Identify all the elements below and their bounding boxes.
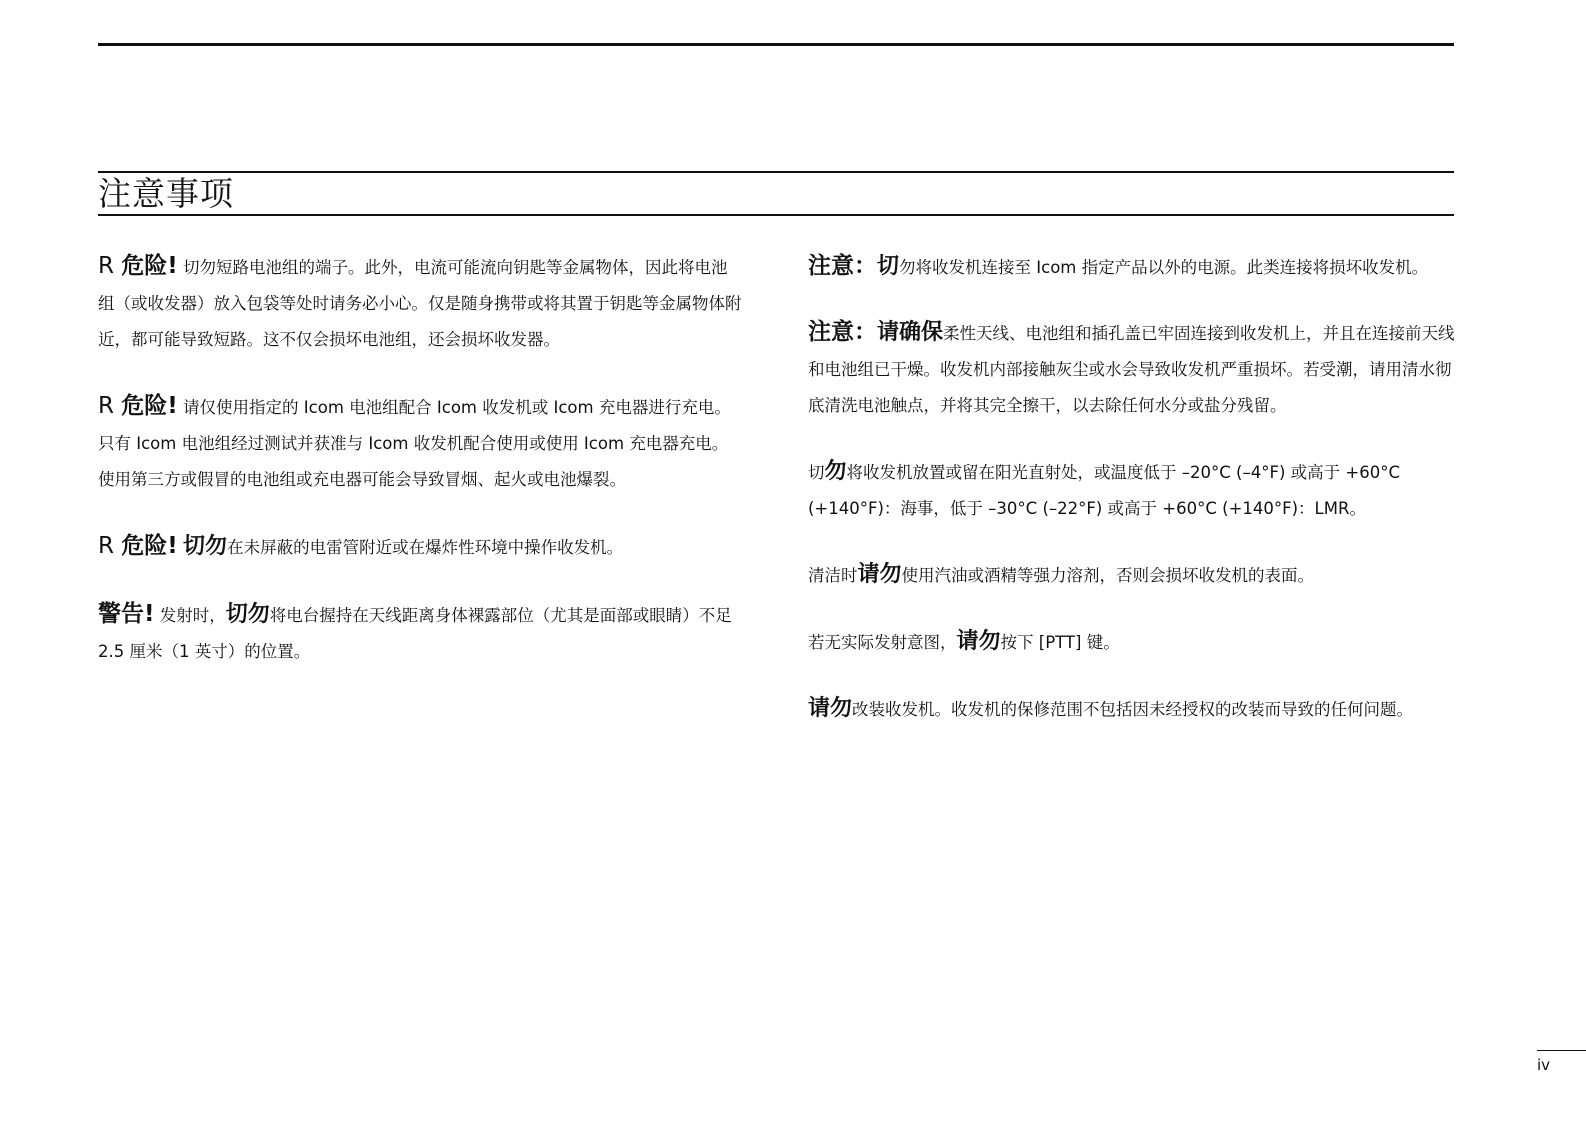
danger-paragraph-3 [98,528,744,566]
danger-marker: R [98,393,122,419]
caution-label: 注意： [808,253,877,279]
title-rule-bottom [98,214,1454,216]
danger-marker: R [98,533,122,559]
paragraph-text: 使用汽油或酒精等强力溶剂，否则会损坏收发机的表面。 [901,566,1315,585]
danger-paragraph-2 [98,388,744,498]
caution-paragraph-2 [808,314,1458,424]
paragraph-text: 柔性天线、电池组和插孔盖已牢固连接到收发机上，并且在连接前天线和电池组已干燥。收发机内部接触灰尘或水会导致收发机严重损坏。若受潮，请用清水彻底清洗电池触点，并将其完全擦干，以去除任何水分或盐分残留。 [808,324,1455,415]
danger-label: 危险! [121,533,178,559]
paragraph-text: 将收发机放置或留在阳光直射处，或温度低于 –20°C (–4°F) 或高于 +60°C (+140°F)：海事，低于 –30°C (–22°F) 或高于 +60°C (+140°F)：LMR。 [808,463,1400,518]
caution-paragraph-1 [808,248,1458,286]
warning-label: 警告! [98,601,155,627]
emphasis: 切勿 [225,602,270,627]
danger-label: 危险! [121,253,178,279]
modification-paragraph [808,691,1458,728]
paragraph-text: 在未屏蔽的电雷管附近或在爆炸性环境中操作收发机。 [227,538,624,557]
emphasis: 请勿 [956,629,1001,654]
paragraph-text: 将电台握持在天线距离身体裸露部位（尤其是面部或眼睛）不足 2.5 厘米（1 英寸）的位置。 [98,606,732,661]
paragraph-text: 请仅使用指定的 Icom 电池组配合 Icom 收发机或 Icom 充电器进行充电。只有 Icom 电池组经过测试并获准与 Icom 收发机配合使用或使用 Icom 充电器充电。使用第三方或假冒的电池组或充电器可能会导致冒烟、起火或电池爆裂。 [98,398,731,489]
emphasis: 切 [877,254,900,279]
right-column [808,248,1458,728]
danger-label: 危险! [121,393,178,419]
paragraph-text: 按下 [PTT] 键。 [1000,633,1120,652]
left-column [98,248,744,670]
page-number-rule [1537,1050,1586,1051]
paragraph-text: 勿将收发机连接至 Icom 指定产品以外的电源。此类连接将损坏收发机。 [899,258,1429,277]
danger-marker: R [98,253,122,279]
caution-label: 注意： [808,319,877,345]
paragraph-text: 切勿短路电池组的端子。此外，电流可能流向钥匙等金属物体，因此将电池组（或收发器）放入包袋等处时请务必小心。仅是随身携带或将其置于钥匙等金属物体附近，都可能导致短路。这不仅会损坏电池组，还会损坏收发器。 [98,258,742,349]
temperature-paragraph: 切勿将收发机放置或留在阳光直射处，或温度低于 –20°C (–4°F) 或高于 +60°C (+140°F)：海事，低于 –30°C (–22°F) 或高于 +60°C (+140°F)：LMR。 [808,459,1400,518]
emphasis: 请勿 [808,696,853,721]
emphasis: 请勿 [857,562,902,587]
cleaning-paragraph: 清洁时请勿使用汽油或酒精等强力溶剂，否则会损坏收发机的表面。 [808,562,1315,587]
emphasis: 请确保 [877,320,944,345]
emphasis: 勿 [824,459,847,484]
page-title: 注意事项 [98,174,234,213]
page-number: iv [1537,1056,1551,1074]
emphasis: 切勿 [183,534,228,559]
header-rule [98,43,1454,46]
paragraph-text: 改装收发机。收发机的保修范围不包括因未经授权的改装而导致的任何问题。 [852,700,1414,719]
title-rule-top [98,171,1454,173]
danger-paragraph-1 [98,248,744,358]
warning-paragraph: 警告! 发射时，切勿将电台握持在天线距离身体裸露部位（尤其是面部或眼睛）不足 2.5 厘米（1 英寸）的位置。 [98,601,732,661]
ptt-paragraph: 若无实际发射意图，请勿按下 [PTT] 键。 [808,629,1120,654]
